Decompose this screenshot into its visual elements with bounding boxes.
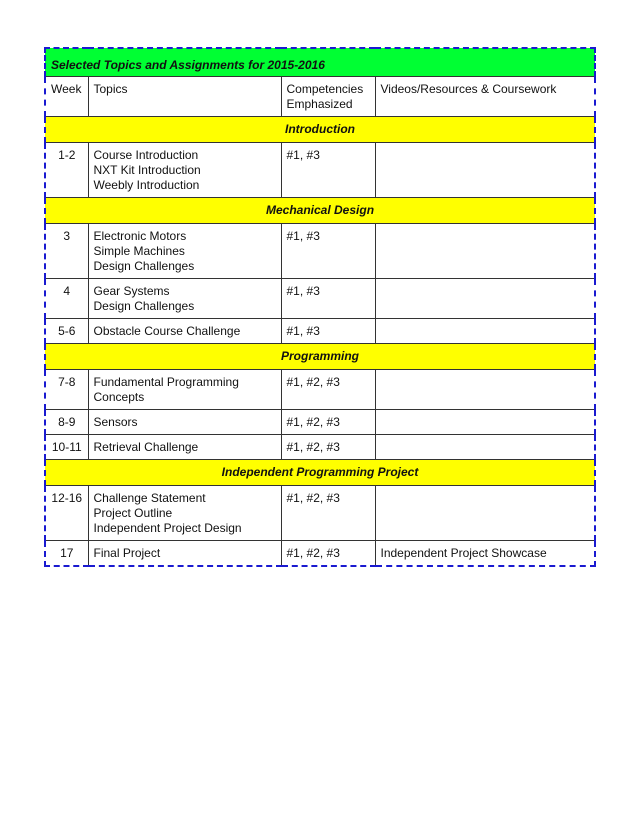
table-row: [45, 435, 595, 460]
week-cell: 1-2: [45, 143, 88, 198]
topic-line: Independent Project Design: [93, 521, 242, 535]
week-cell: 7-8: [45, 370, 88, 410]
section-heading: Independent Programming Project: [45, 460, 595, 486]
table-row: [45, 370, 595, 410]
table-row: [45, 410, 595, 435]
competencies-cell: #1, #3: [281, 143, 375, 198]
section-heading: Introduction: [45, 117, 595, 143]
competencies-cell: #1, #2, #3: [281, 486, 375, 541]
section-heading: Programming: [45, 344, 595, 370]
header-competencies-line2: Emphasized: [286, 97, 353, 111]
resources-cell: [375, 143, 595, 198]
competencies-cell: #1, #2, #3: [281, 410, 375, 435]
topic-line: Challenge Statement: [93, 491, 206, 505]
table-row: [45, 319, 595, 344]
topic-line: Obstacle Course Challenge: [93, 324, 241, 338]
topic-line: Fundamental Programming: [93, 375, 239, 389]
table-row: [45, 143, 595, 198]
topic-line: Gear Systems: [93, 284, 170, 298]
topic-line: Design Challenges: [93, 299, 195, 313]
week-cell: 17: [45, 541, 88, 567]
topic-line: Simple Machines: [93, 244, 185, 258]
table-title: Selected Topics and Assignments for 2015-2016: [45, 48, 595, 77]
topics-cell: [88, 279, 281, 319]
resources-cell: [375, 370, 595, 410]
header-topics: Topics: [88, 77, 281, 117]
competencies-cell: #1, #2, #3: [281, 435, 375, 460]
resources-cell: [375, 279, 595, 319]
header-competencies: [281, 77, 375, 117]
topic-line: Electronic Motors: [93, 229, 187, 243]
table-row: [45, 279, 595, 319]
section-row: [45, 198, 595, 224]
resources-cell: [375, 319, 595, 344]
competencies-cell: #1, #3: [281, 279, 375, 319]
topics-cell: [88, 541, 281, 567]
topics-cell: [88, 143, 281, 198]
document-page: [44, 47, 594, 567]
week-cell: 8-9: [45, 410, 88, 435]
topic-line: Concepts: [93, 390, 145, 404]
topics-cell: [88, 486, 281, 541]
topic-line: Course Introduction: [93, 148, 199, 162]
topic-line: Retrieval Challenge: [93, 440, 199, 454]
header-resources: Videos/Resources & Coursework: [375, 77, 595, 117]
resources-cell: [375, 224, 595, 279]
section-row: [45, 460, 595, 486]
topics-cell: [88, 224, 281, 279]
topics-cell: [88, 319, 281, 344]
resources-cell: [375, 435, 595, 460]
topics-cell: [88, 435, 281, 460]
section-row: [45, 344, 595, 370]
topics-cell: [88, 370, 281, 410]
header-row: [45, 77, 595, 117]
section-heading: Mechanical Design: [45, 198, 595, 224]
week-cell: 5-6: [45, 319, 88, 344]
week-cell: 3: [45, 224, 88, 279]
topics-cell: [88, 410, 281, 435]
week-cell: 10-11: [45, 435, 88, 460]
topic-line: Project Outline: [93, 506, 173, 520]
topics-table: [44, 47, 596, 567]
competencies-cell: #1, #2, #3: [281, 541, 375, 567]
topic-line: Weebly Introduction: [93, 178, 200, 192]
week-cell: 4: [45, 279, 88, 319]
topic-line: Sensors: [93, 415, 138, 429]
section-row: [45, 117, 595, 143]
competencies-cell: #1, #3: [281, 224, 375, 279]
header-week: Week: [45, 77, 88, 117]
topic-line: NXT Kit Introduction: [93, 163, 201, 177]
table-row: [45, 541, 595, 567]
table-row: [45, 224, 595, 279]
competencies-cell: #1, #3: [281, 319, 375, 344]
resources-cell: Independent Project Showcase: [375, 541, 595, 567]
header-competencies-line1: Competencies: [286, 82, 364, 96]
competencies-cell: #1, #2, #3: [281, 370, 375, 410]
table-row: [45, 486, 595, 541]
week-cell: 12-16: [45, 486, 88, 541]
topic-line: Design Challenges: [93, 259, 195, 273]
resources-cell: [375, 486, 595, 541]
resources-cell: [375, 410, 595, 435]
title-row: [45, 48, 595, 77]
topic-line: Final Project: [93, 546, 161, 560]
